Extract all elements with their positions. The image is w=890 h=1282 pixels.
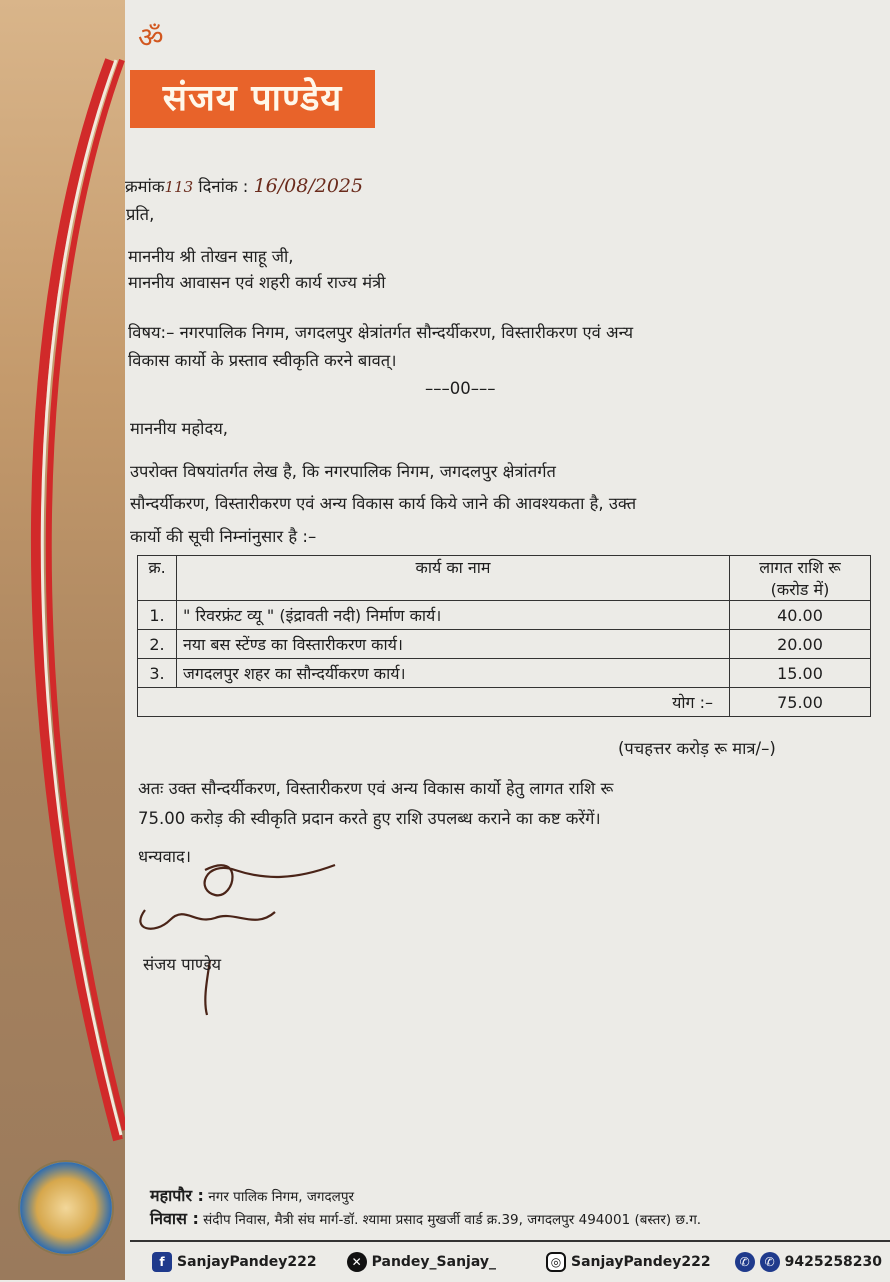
red-stripes-decoration (0, 0, 125, 1280)
body-paragraph-1-line-2: सौन्दर्यीकरण, विस्तारीकरण एवं अन्य विकास कार्य किये जाने की आवश्यकता है, उक्त (130, 494, 637, 513)
works-table (137, 555, 871, 717)
footer-info (150, 1185, 701, 1231)
ref-label: क्रमांक (125, 177, 165, 196)
table-row (138, 659, 871, 688)
divider: –––00––– (425, 379, 496, 398)
body-paragraph-2-line-2: 75.00 करोड़ की स्वीकृति प्रदान करते हुए राशि उपलब्ध कराने का कष्ट करेंगें। (138, 809, 601, 828)
row-amount: 15.00 (730, 659, 871, 688)
row-num: 1. (138, 601, 177, 630)
handwritten-signature (125, 840, 365, 1020)
row-work-name: नया बस स्टेंण्ड का विस्तारीकरण कार्य। (177, 630, 730, 659)
recipient-line-1: माननीय श्री तोखन साहू जी, (128, 247, 294, 266)
letterhead-name-banner: संजय पाण्डेय (130, 70, 375, 128)
amount-in-words: (पचहत्तर करोड़ रू मात्र/–) (618, 739, 776, 758)
row-num: 3. (138, 659, 177, 688)
instagram-handle: SanjayPandey222 (571, 1254, 711, 1270)
signatory-name: संजय पाण्डेय (143, 955, 222, 974)
phone-number: 9425258230 (784, 1254, 883, 1270)
footer-title-line (150, 1185, 701, 1208)
social-contact-bar (130, 1240, 890, 1282)
facebook-icon: f (152, 1252, 172, 1272)
table-row (138, 630, 871, 659)
footer-title-value: नगर पालिक निगम, जगदलपुर (208, 1189, 355, 1205)
instagram-icon: ◎ (546, 1252, 566, 1272)
facebook-contact (152, 1252, 317, 1272)
recipient-line-2: माननीय आवासन एवं शहरी कार्य राज्य मंत्री (128, 273, 386, 292)
ref-line (125, 175, 363, 198)
footer-address-value: संदीप निवास, मैत्री संघ मार्ग-डॉ. श्यामा प्रसाद मुखर्जी वार्ड क्र.39, जगदलपुर 494001 (बस्तर) छ.ग. (203, 1212, 702, 1228)
decorative-sidebar (0, 0, 125, 1280)
date-label: दिनांक : (198, 177, 249, 196)
footer-address-line (150, 1208, 701, 1231)
table-header-row (138, 556, 871, 601)
body-paragraph-1-line-1: उपरोक्त विषयांतर्गत लेख है, कि नगरपालिक निगम, जगदलपुर क्षेत्रांतर्गत (130, 462, 556, 481)
row-amount: 20.00 (730, 630, 871, 659)
whatsapp-icon: ✆ (760, 1252, 780, 1272)
ref-number: 113 (164, 178, 194, 196)
phone-icon: ✆ (735, 1252, 755, 1272)
total-label: योग :– (138, 688, 730, 717)
row-amount: 40.00 (730, 601, 871, 630)
body-paragraph-2-line-1: अतः उक्त सौन्दर्यीकरण, विस्तारीकरण एवं अन्य विकास कार्यो हेतु लागत राशि रू (138, 779, 614, 798)
header-amount (730, 556, 871, 601)
to-label: प्रति, (126, 205, 155, 224)
instagram-contact (546, 1252, 711, 1272)
date-value: 16/08/2025 (253, 175, 364, 197)
x-contact (347, 1252, 496, 1272)
subject-line-2: विकास कार्यो के प्रस्ताव स्वीकृति करने बावत्। (128, 351, 397, 370)
header-amount-line2: (करोड में) (770, 580, 830, 599)
footer-address-label: निवास : (150, 1209, 199, 1228)
row-work-name: " रिवरफ्रंट व्यू " (इंद्रावती नदी) निर्माण कार्य। (177, 601, 730, 630)
om-symbol: ॐ (138, 21, 164, 54)
x-icon: ✕ (347, 1252, 367, 1272)
body-paragraph-1-line-3: कार्यो की सूची निम्नांनुसार है :– (130, 527, 317, 546)
header-amount-line1: लागत राशि रू (759, 558, 841, 577)
municipal-seal-logo (18, 1160, 114, 1256)
facebook-handle: SanjayPandey222 (177, 1254, 317, 1270)
subject-line-1: विषय:– नगरपालिक निगम, जगदलपुर क्षेत्रांतर्गत सौन्दर्यीकरण, विस्तारीकरण एवं अन्य (128, 323, 634, 342)
total-amount: 75.00 (730, 688, 871, 717)
closing-thanks: धन्यवाद। (138, 847, 192, 866)
x-handle: Pandey_Sanjay_ (371, 1254, 496, 1270)
row-num: 2. (138, 630, 177, 659)
salutation: माननीय महोदय, (130, 419, 229, 438)
phone-contact (735, 1252, 882, 1272)
header-work-name: कार्य का नाम (177, 556, 730, 601)
table-total-row (138, 688, 871, 717)
footer-title-label: महापौर : (150, 1186, 204, 1205)
row-work-name: जगदलपुर शहर का सौन्दर्यीकरण कार्य। (177, 659, 730, 688)
table-row (138, 601, 871, 630)
header-num: क्र. (138, 556, 177, 601)
